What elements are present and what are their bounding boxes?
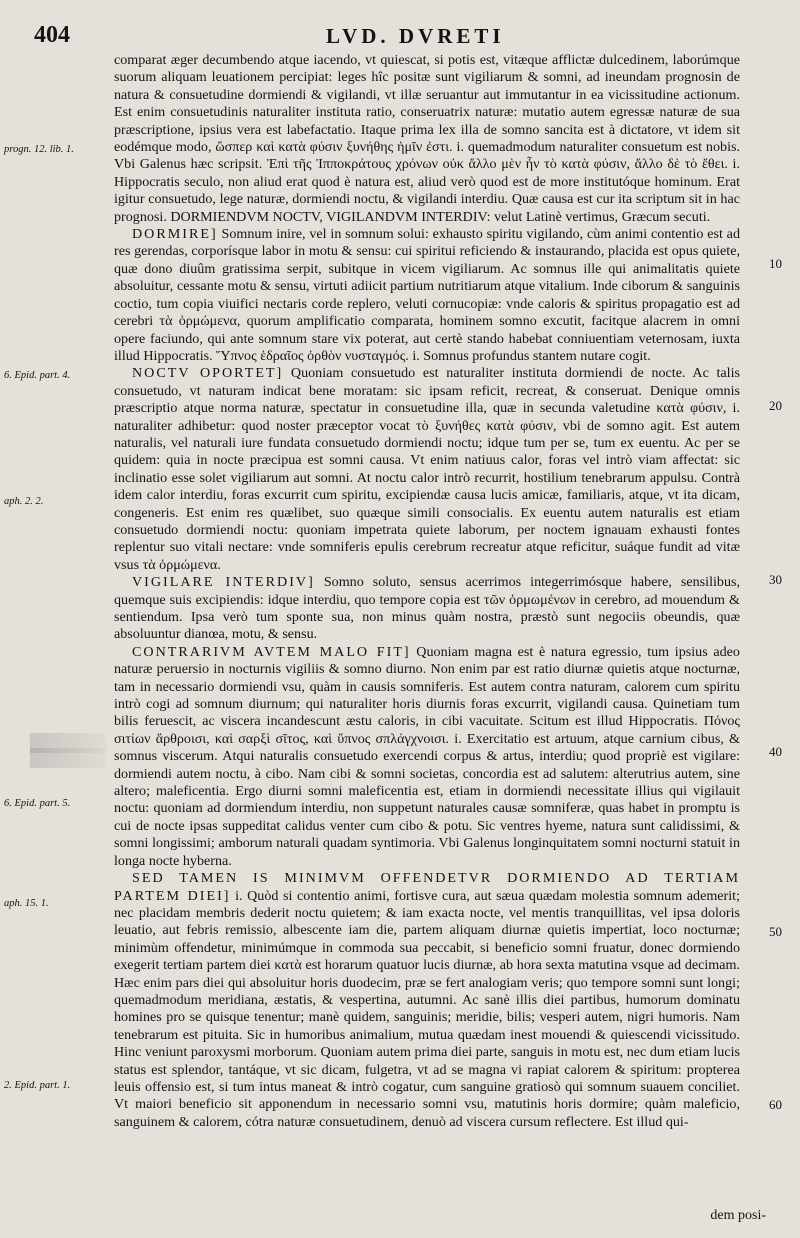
paragraph — [114, 226, 740, 365]
lemma: DORMIRE] — [132, 226, 218, 243]
line-number: 50 — [769, 924, 782, 939]
margin-note-epid-2-part-1: 2. Epid. part. 1. — [4, 1080, 71, 1091]
catchword: dem posi- — [710, 1208, 766, 1223]
page-header — [34, 22, 774, 52]
margin-note-epid-6-part-4: 6. Epid. part. 4. — [4, 370, 71, 381]
paragraph-text: Somno soluto, sensus acerrimos integerrimósque habere, sensilibus, quemque suis excipiendis: idque interdiu, quo tempore copia est τῶν ὁρμωμένων in cerebro, ad mouendum & sentiendum. Ipsa verò tum sponte sua, non minus quàm nostra, præstò sunt negociis obeundis, quæ absoluuntur dianœa, motu, & sensu. — [114, 574, 741, 643]
paragraph — [114, 870, 740, 1131]
paragraph-text: comparat æger decumbendo atque iacendo, vt quiescat, si potis est, vitæque afflictæ dulcedinem, laborúmque suorum aliquam leuationem percipiat: leges hîc positæ sunt vigiliarum & somni, ad ineundam prognosin de natura & consuetudine dormiendi & vigilandi, vt illæ seruantur aut immutantur in ea vicissitudine actionum. Est enim consuetudinis naturaliter instituta ratio, conseruatrix naturæ: mutatio autem egressæ naturæ de sua præscriptione, ipsius vera est labefactatio. Itaque prima lex illa de somno sancita est à dictatore, vt idem sit eodémque modo, ὥσπερ καὶ κατὰ φύσιν ξυνήθης ἡμῖν ἐστι. i. quemadmodum naturaliter consuetum est nobis. Vbi Galenus hæc scripsit. Ἐπὶ τῆς Ἱπποκράτους χρόνων οὐκ ἄλλο μὲν ἦν τὸ κατὰ φύσιν, ἄλλο δὲ τὸ ἔθει. i. Hippocratis seculo, non aliud erat quod è natura est, aliud verò quod est de more institutóque hominum. Erat igitur consuetudo, lege naturæ, dormiendi noctu, & vigilandi interdiu. Quæ causa est cur ita scriptum sit in hac prognosi. DORMIENDVM NOCTV, VIGILANDVM INTERDIV: velut Latinè vertimus, Græcum secuti. — [114, 52, 740, 225]
line-number: 20 — [769, 398, 782, 413]
paragraph-text: Quoniam consuetudo est naturaliter instituta dormiendi de nocte. Ac talis consuetudo, vt naturam indicat bene moratam: sic ipsam reficit, recreat, & conseruat. Denique omnis præscriptio atque norma naturæ, spectatur in consuetudine illa, quæ in secunda valetudine κατὰ φύσιν, i. naturaliter adhibetur: quod noster præceptor vocat τὸ ξυνήθες κατὰ φύσιν, vbi de somno agit. Est autem naturalis, vel naturali iure fundata consuetudo dormiendi noctu; idque tum per se, tum ex euentu. Ac per se quidem: quia in nocte præcipua est somni causa. Vt enim natiuus calor, foras vel intrò viam affectat: sic inclinatio esse solet vigiliarum aut somni. At noctu calor intrò recurrit, hostilium tenebrarum appulsu. Contrà idem calor interdiu, foras excurrit cum spiritu, excipiendæ causa lucis amicæ, familiaris, atque, vt ita dicam, congeneris. Est enim res quælibet, suo quæque simili consocialis. Ex euentu autem naturalis est etiam consuetudo dormiendi noctu: quoniam impetrata quiete laborum, per noctem ignauam exhausti fontes replentur suo vitali nectare: vnde somniferis epulis cerebrum recreatur atque reficitur, suáque fundit ad vitæ vsus τὰ ὁρμώμενα. — [114, 365, 740, 573]
line-number: 30 — [769, 572, 782, 587]
running-head: LVD. DVRETI — [326, 24, 505, 48]
paragraph — [114, 52, 740, 226]
margin-note-aph-15-1: aph. 15. 1. — [4, 898, 49, 909]
paragraph-text: i. Quòd si contentio animi, fortisve cura, aut sæua quædam molestia somnum ademerit; nec placidam membris dederit noctu quietem; & iam exacta nocte, vel mentis tranquillitas, vel ipsa doloris leuatio, aut febris remissio, albescente iam die, partem aliquam diurnæ quietis impertiat, loco nocturnæ; minimùm offendetur, minimúmque in commoda sua peccabit, si beneficio somni fruatur, donec dormiendo exegerit tertiam partem diei κατὰ est horarum quatuor lucis diurnæ, ab hora sexta matutina vsque ad decimam. Hæc enim pars diei qui absoluitur horis duodecim, præ se fert analogiam veris; quo tempore somni sunt longi; quemadmodum meridiana, æstatis, & vespertina, autumni. Ac sanè illis diei partibus, humorum dominatu homines pro se quisque tenentur; manè quidem, sanguinis; meridie, bilis; vesperi autem, nigri humoris. Nam tenebrarum est pituita. Sic in humoribus animalium, mutua quædam inest mouendi & quiescendi vicissitudo. Hinc veniunt paroxysmi morborum. Quoniam autem prima diei parte, sanguis in motu est, nec dum etiam lucis status est splendor, tantáque, vt sic dicam, fulgetra, vt ad se magna vi rapiat calorem & spiritum: propterea leuis offensio est, si tum intus maneat & intrò cogatur, cum sanguine gratiosò qui somnum suauem conciliet. Vt maiori beneficio sit apponendum in necessario somni vsu, matutinis horis dormire; quàm maleficio, sanguinem & calorem, cótra naturæ consuetudinem, denuò ad viscera cursum reflectere. Est illud qui- — [114, 887, 740, 1130]
margin-note-epid-6-part-5: 6. Epid. part. 5. — [4, 798, 71, 809]
folio-number: 404 — [34, 22, 70, 48]
margin-note-aph-2-2: aph. 2. 2. — [4, 496, 44, 507]
lemma: SED TAMEN IS MINIMVM OFFENDETVR DORMIENDO AD TERTIAM PARTEM DIEI] — [114, 870, 740, 904]
lemma: VIGILARE INTERDIV] — [132, 574, 315, 591]
paragraph-text: Somnum inire, vel in somnum solui: exhausto spiritu vigilando, cùm animi contentio est ad res gerendas, corporísque labor in motu & sensu: cui spiritui reficiendo & instaurando, placida est opus quiete, quæ dono diuûm gratissima serpit, subitque in vicem vigiliarum. Ac somnus ille qui animalitatis quiete absoluitur, cessante motu & sensu, virtuti adiicit partium nutritiarum atque vitalium. Inde ciborum & sanguinis coctio, tum copia viuifici nectaris corde replero, veluti cornucopiæ: vnde caloris & spiritus propagatio est ad cerebri τὰ ὁρμώμενα, quorum amplificatio comparata, hominem somno excutit, facitque alacrem in omni opere faciundo, qui ante somnum stare vix poterat, aut certè stando habebat conniuentiam veternosam, iuxta illud Hippocratis. Ὕπνος ἑδραῖος ὀρθὸν νυσταγμός. i. Somnus profundus stantem nutare cogit. — [114, 226, 740, 364]
margin-note-progn: progn. 12. lib. 1. — [4, 144, 74, 155]
paragraph-text: Quoniam magna est è natura egressio, tum ipsius adeo naturæ peruersio in nocturnis vigiliis & somno diurno. Non enim par est ratio diurnæ quietis atque nocturnæ, tam in necessario dormiendi vsu, quàm in causis somniferis. Est autem contra naturam, calorem cum spiritu intrò cogi ad somnum diurnum; qui naturaliter horis diurnis foras excurrit, vigilandi causa. Quinetiam tum bilis feruescit, ac viscera incandescunt æstu caloris, in cibi vacuitate. Scitum est illud Hippocratis. Πόνος σιτίων ἄρθροισι, καὶ σαρξὶ σῖτος, καὶ ὕπνος σπλάγχνοισι. i. Exercitatio est artuum, atque carnium cibus, & somnus viscerum. Atqui naturalis consuetudo exercendi corpus & artus, interdiu; quod propriè est vigilare: dormiendi autem noctu, à cibo. Nam cibi & somni societas, concordia est ad salutem: alterutrius autem, sine altero; maleficentia. Ergo diurni somni maleficentia est, etiam in dormiendi necessitate illius qui vigilauit noctu: quoniam ad dormiendum interdiu, non suppetunt naturales causæ somniferæ, quas habet in promptu is cui de nocte ipsas suppeditat calidus venter cum cibo & potu. Sic ventres hyeme, natura sunt calidissimi, & somni longissimi; amborum naturali quadam syntimoria. Vbi Galenus longinquitatem somni nocturni statuit in longa nocte hyberna. — [114, 643, 740, 869]
line-number: 60 — [769, 1097, 782, 1112]
commentary-text — [114, 52, 740, 1131]
line-number: 10 — [769, 256, 782, 271]
lemma: NOCTV OPORTET] — [132, 365, 284, 382]
paragraph — [114, 644, 740, 870]
line-number: 40 — [769, 744, 782, 759]
bleed-through-mark — [30, 748, 106, 768]
lemma: CONTRARIVM AVTEM MALO FIT] — [132, 643, 411, 660]
paragraph — [114, 365, 740, 574]
paragraph — [114, 574, 740, 644]
